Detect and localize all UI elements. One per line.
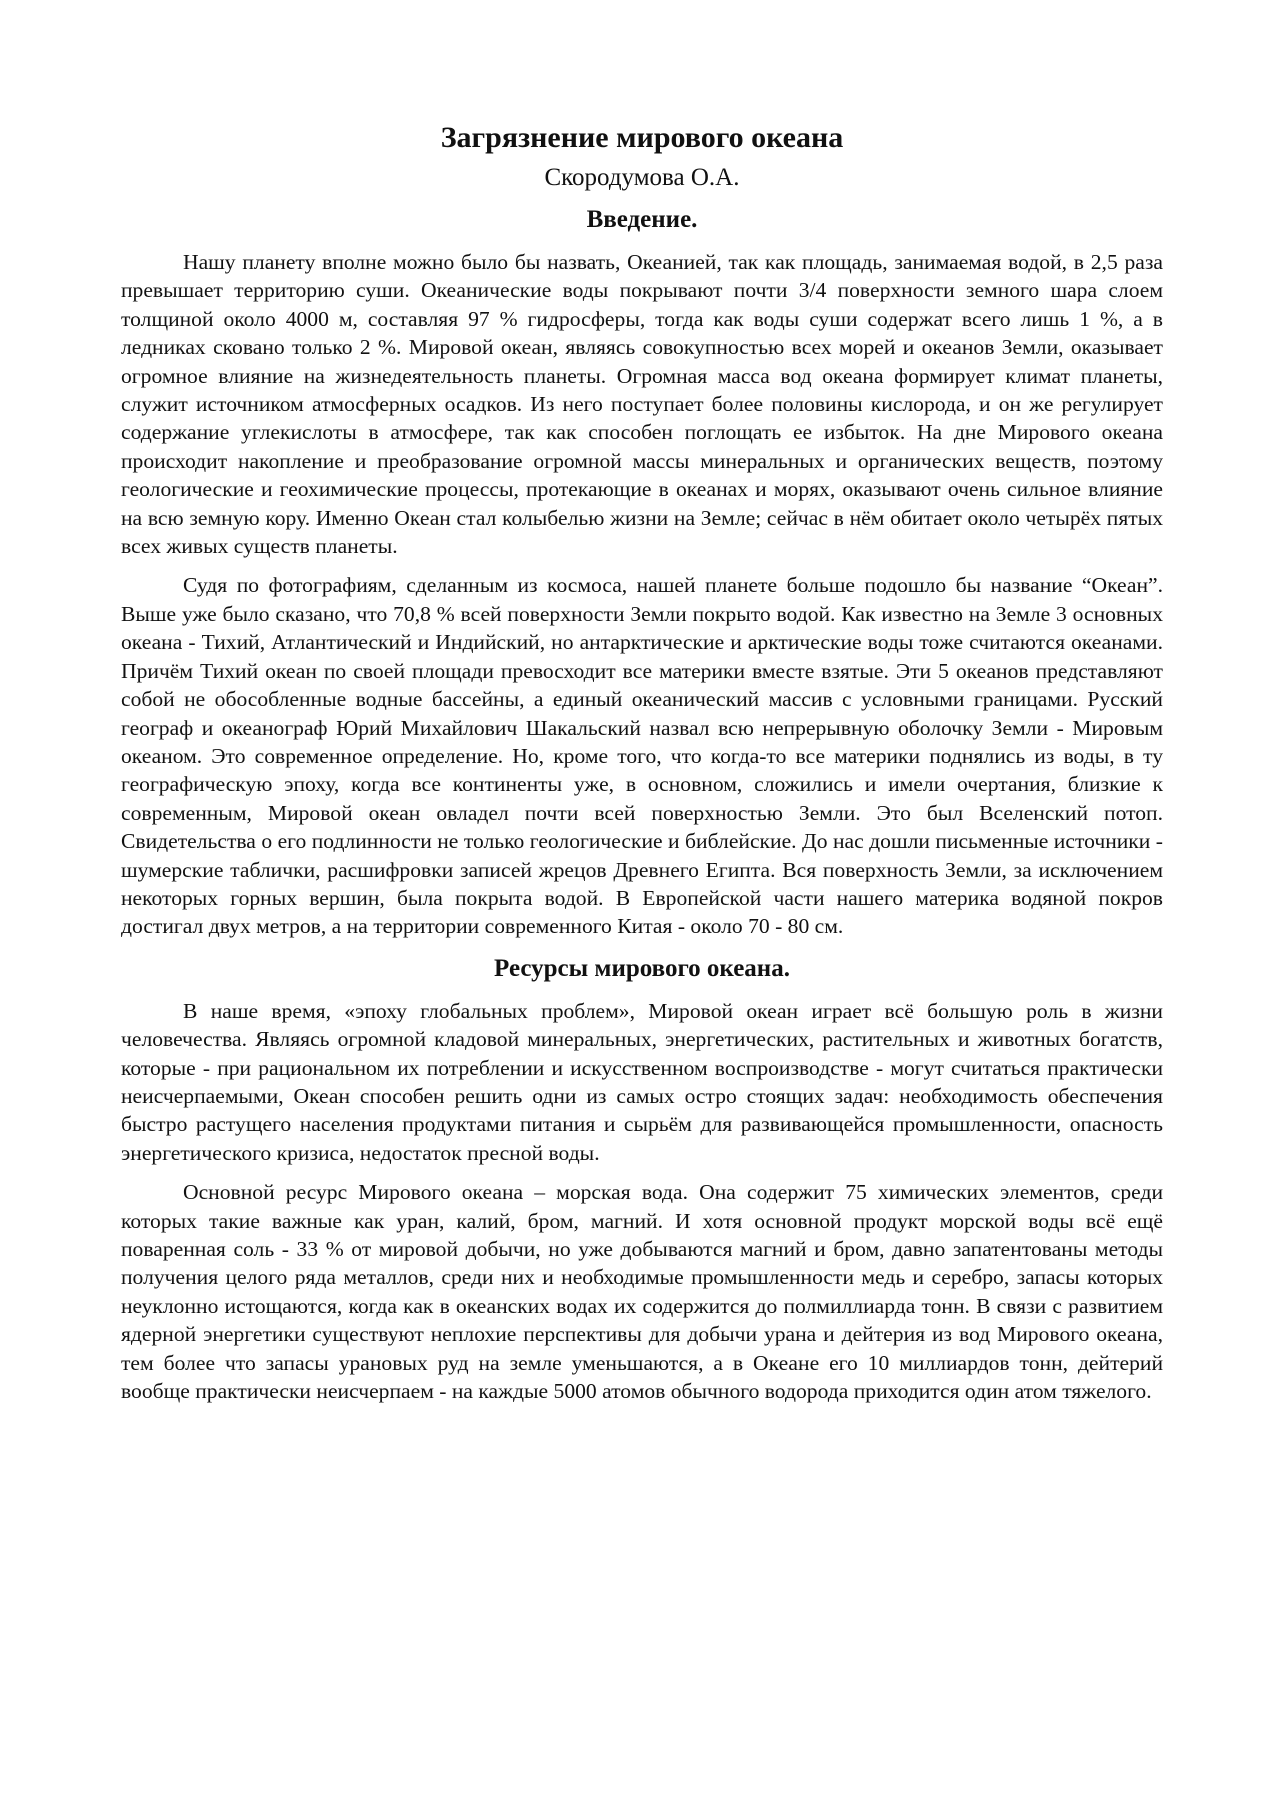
document-author: Скородумова О.А.: [544, 164, 740, 191]
paragraph: Основной ресурс Мирового океана – морская вода. Она содержит 75 химических элементов, среди которых такие важные как уран, калий, бром, магний. И хотя основной продукт морской воды всё ещё поваренная соль - 33 % от мировой добычи, но уже добываются магний и бром, давно запатентованы методы получения целого ряда металлов, среди них и необходимые промышленности медь и серебро, запасы которых неуклонно истощаются, когда как в океанских водах их содержится до полмиллиарда тонн. В связи с развитием ядерной энергетики существуют неплохие перспективы для добычи урана и дейтерия из вод Мирового океана, тем более что запасы урановых руд на земле уменьшаются, а в Океане его 10 миллиардов тонн, дейтерий вообще практически неисчерпаем - на каждые 5000 атомов обычного водорода приходится один атом тяжелого.: [121, 1180, 1163, 1404]
document-title: Загрязнение мирового океана: [440, 121, 844, 154]
paragraph: Нашу планету вполне можно было бы назвать, Океанией, так как площадь, занимаемая водой, в 2,5 раза превышает территорию суши. Океанические воды покрывают почти 3/4 поверхности земного шара слоем толщиной около 4000 м, составляя 97 % гидросферы, тогда как воды суши содержат всего лишь 1 %, а в ледниках сковано только 2 %. Мировой океан, являясь совокупностью всех морей и океанов Земли, оказывает огромное влияние на жизнедеятельность планеты. Огромная масса вод океана формирует климат планеты, служит источником атмосферных осадков. Из него поступает более половины кислорода, и он же регулирует содержание углекислоты в атмосфере, так как способен поглощать ее избыток. На дне Мирового океана происходит накопление и преобразование огромной массы минеральных и органических веществ, поэтому геологические и геохимические процессы, протекающие в океанах и морях, оказывают очень сильное влияние на всю земную кору. Именно Океан стал колыбелью жизни на Земле; сейчас в нём обитает около четырёх пятых всех живых существ планеты.: [121, 250, 1163, 559]
section-heading-ocean-resources: Ресурсы мирового океана.: [494, 954, 790, 982]
paragraph: В наше время, «эпоху глобальных проблем», Мировой океан играет всё большую роль в жизни человечества. Являясь огромной кладовой минеральных, энергетических, растительных и животных богатств, которые - при рациональном их потреблении и искусственном воспроизводстве - могут считаться практически неисчерпаемыми, Океан способен решить одни из самых остро стоящих задач: необходимость обеспечения быстро растущего населения продуктами питания и сырьём для развивающейся промышленности, опасность энергетического кризиса, недостаток пресной воды.: [121, 998, 1163, 1165]
document-page: [121, 120, 1163, 1416]
section-heading-introduction: Введение.: [586, 206, 698, 233]
paragraph: Судя по фотографиям, сделанным из космоса, нашей планете больше подошло бы название “Океан”. Выше уже было сказано, что 70,8 % всей поверхности Земли покрыто водой. Как известно на Земле 3 основных океана - Тихий, Атлантический и Индийский, но антарктические и арктические воды тоже считаются океанами. Причём Тихий океан по своей площади превосходит все материки вместе взятые. Эти 5 океанов представляют собой не обособленные водные бассейны, а единый океанический массив с условными границами. Русский географ и океанограф Юрий Михайлович Шакальский назвал всю непрерывную оболочку Земли - Мировым океаном. Это современное определение. Но, кроме того, что когда-то все материки поднялись из воды, в ту географическую эпоху, когда все континенты уже, в основном, сложились и имели очертания, близкие к современным, Мировой океан овладел почти всей поверхностью Земли. Это был Вселенский потоп. Свидетельства о его подлинности не только геологические и библейские. До нас дошли письменные источники - шумерские таблички, расшифровки записей жрецов Древнего Египта. Вся поверхность Земли, за исключением некоторых горных вершин, была покрыта водой. В Европейской части нашего материка водяной покров достигал двух метров, а на территории современного Китая - около 70 - 80 см.: [121, 573, 1163, 939]
